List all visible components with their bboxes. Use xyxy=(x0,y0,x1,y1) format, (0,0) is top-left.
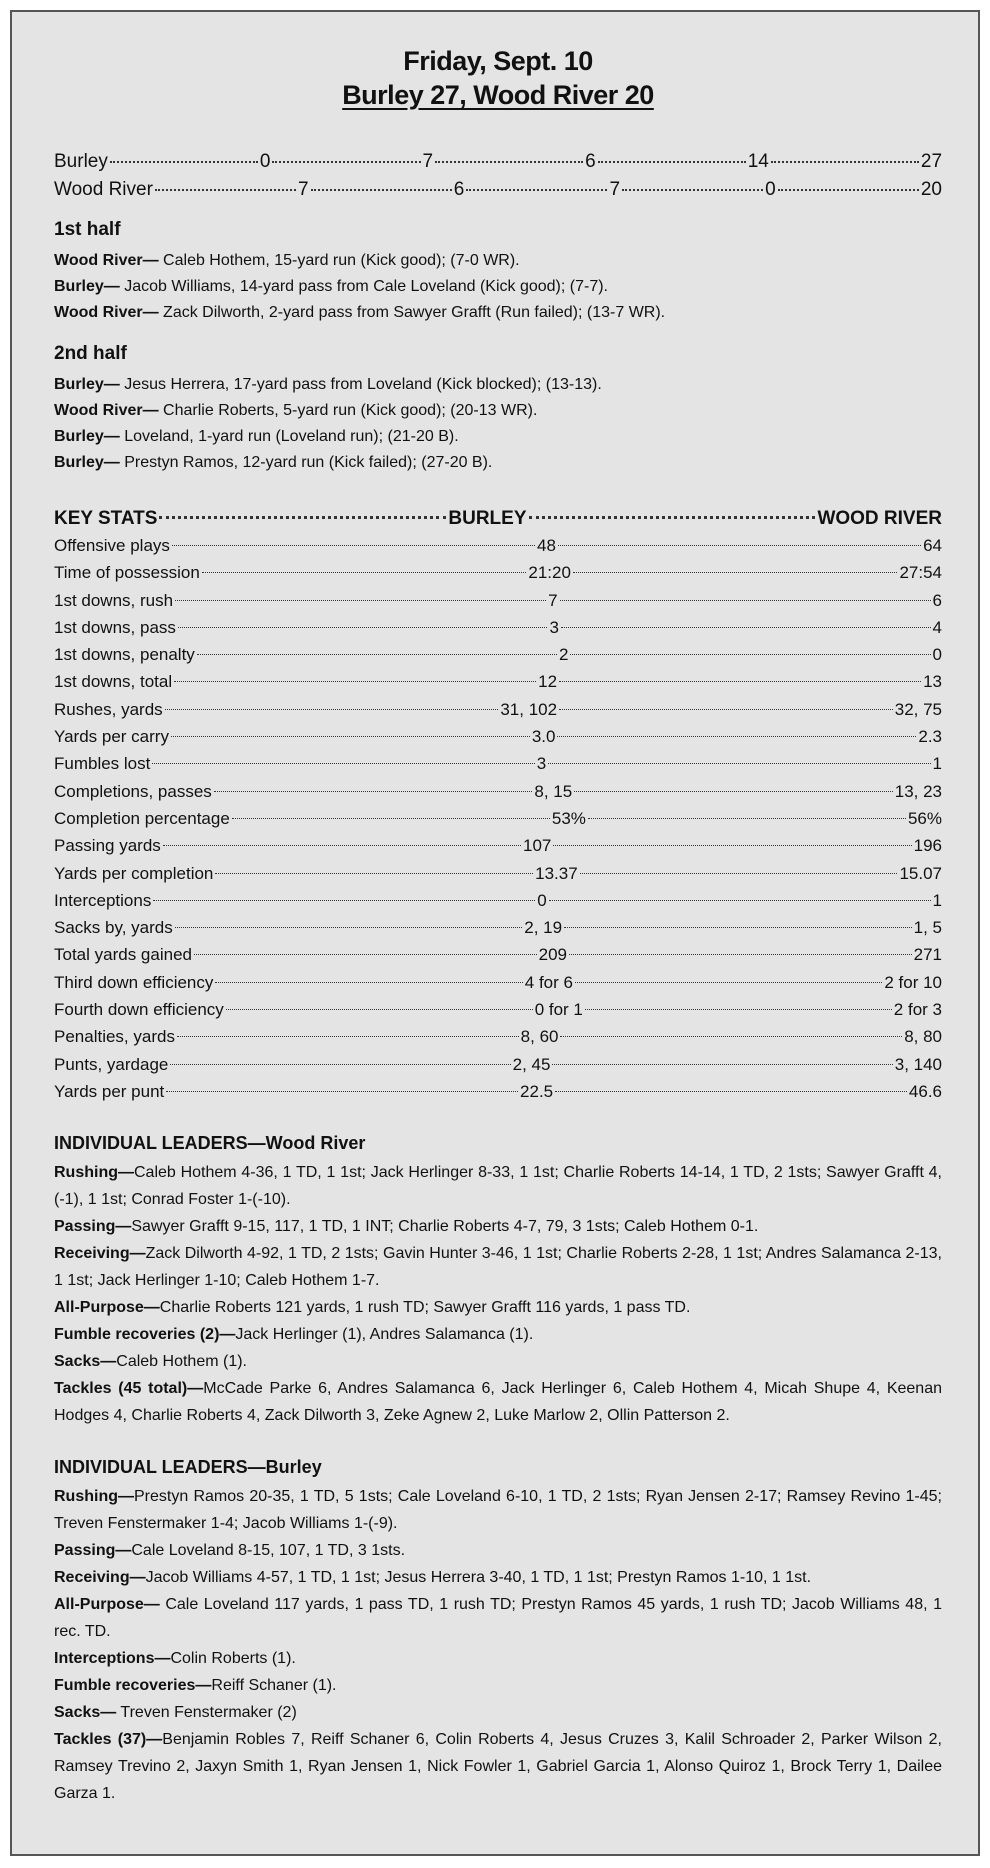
leader-dots xyxy=(177,1019,519,1037)
stat-value-burley: 0 xyxy=(537,890,547,910)
leader-line xyxy=(54,1213,942,1240)
stat-value-wood-river: 2 for 10 xyxy=(884,972,943,992)
leader-dots xyxy=(311,170,452,191)
scoring-play xyxy=(54,300,942,326)
stat-value-burley: 31, 102 xyxy=(500,699,558,719)
scoring-team: Burley— xyxy=(54,278,120,295)
leader-dots xyxy=(153,883,535,901)
leader-dots xyxy=(559,692,893,710)
final-score: 20 xyxy=(920,179,942,200)
leader-dots xyxy=(778,170,919,191)
scoring-play xyxy=(54,424,942,450)
play-description: Jacob Williams, 14-yard pass from Cale Loveland (Kick good); (7-7). xyxy=(119,278,608,295)
final-score: 27 xyxy=(920,151,943,172)
stat-value-wood-river: 2.3 xyxy=(918,727,943,747)
play-description: Loveland, 1-yard run (Loveland run); (21-20 B). xyxy=(119,428,459,445)
team-name: Wood River xyxy=(54,179,153,200)
stat-value-burley: 21:20 xyxy=(528,563,571,583)
leader-category: Rushing— xyxy=(54,1164,134,1182)
quarter-score: 7 xyxy=(422,151,434,172)
leader-dots xyxy=(215,856,533,874)
leader-line xyxy=(54,1348,942,1375)
line-score xyxy=(54,146,942,202)
stat-value-burley: 2, 19 xyxy=(524,918,563,938)
leader-category: Passing— xyxy=(54,1542,132,1560)
stat-label: Yards per carry xyxy=(54,727,169,747)
second-half-scoring xyxy=(54,340,942,476)
stat-value-burley: 107 xyxy=(523,836,552,856)
stat-value-wood-river: 46.6 xyxy=(908,1081,943,1101)
leader-dots xyxy=(214,774,533,792)
stat-label: Passing yards xyxy=(54,836,161,856)
leader-dots xyxy=(585,992,892,1010)
leader-dots xyxy=(570,637,930,655)
leader-category: All-Purpose— xyxy=(54,1299,160,1317)
leader-dots xyxy=(529,497,816,519)
stat-value-wood-river: 4 xyxy=(932,617,942,637)
stat-value-burley: 3 xyxy=(549,617,559,637)
leader-dots xyxy=(215,965,522,983)
leader-dots xyxy=(197,637,557,655)
leader-details: Benjamin Robles 7, Reiff Schaner 6, Colin Roberts 4, Jesus Cruzes 3, Kalil Schroader 2, Parker Wilson 2, Ramsey Trevino 2, Jaxyn Smith 1, Ryan Jensen 1, Nick Fowler 1, Gabriel Garcia 1, Alonso Quiroz 1, Brock Terry 1, Dailee Garza 1. xyxy=(54,1731,942,1803)
stat-label: Sacks by, yards xyxy=(54,918,173,938)
leader-dots xyxy=(771,142,919,163)
column-header-wood-river: WOOD RIVER xyxy=(817,508,942,529)
scoring-team: Wood River— xyxy=(54,402,159,419)
stat-value-burley: 3.0 xyxy=(531,727,556,747)
leader-details: Caleb Hothem (1). xyxy=(116,1353,247,1371)
key-stats-title: KEY STATS xyxy=(54,508,158,529)
leader-dots xyxy=(466,170,607,191)
key-stats-table xyxy=(54,502,942,1105)
leader-line xyxy=(54,1483,942,1537)
stat-label: Completion percentage xyxy=(54,808,230,828)
leaders-title: INDIVIDUAL LEADERS—Wood River xyxy=(54,1133,366,1154)
stat-value-burley: 0 for 1 xyxy=(534,1000,583,1020)
play-description: Charlie Roberts, 5-yard run (Kick good); (20-13 WR). xyxy=(158,402,538,419)
leader-line xyxy=(54,1321,942,1348)
stat-label: Completions, passes xyxy=(54,781,212,801)
leader-dots xyxy=(555,1074,907,1092)
first-half-scoring xyxy=(54,216,942,326)
section-title: 2nd half xyxy=(54,343,127,364)
scoring-team: Burley— xyxy=(54,454,120,471)
stat-label: 1st downs, penalty xyxy=(54,645,195,665)
box-score-panel xyxy=(10,10,980,1856)
leader-category: Passing— xyxy=(54,1218,132,1236)
stat-value-burley: 209 xyxy=(538,945,567,965)
leader-details: Cale Loveland 8-15, 107, 1 TD, 3 1sts. xyxy=(131,1542,406,1560)
leader-dots xyxy=(569,937,912,955)
leader-dots xyxy=(573,555,898,573)
play-description: Caleb Hothem, 15-yard run (Kick good); (7-0 WR). xyxy=(158,252,520,269)
stat-value-wood-river: 1 xyxy=(932,890,942,910)
stat-label: Total yards gained xyxy=(54,945,192,965)
leader-dots xyxy=(170,1047,510,1065)
leader-line xyxy=(54,1375,942,1429)
stat-value-wood-river: 1, 5 xyxy=(913,918,942,938)
stat-value-burley: 8, 60 xyxy=(520,1027,559,1047)
leader-dots xyxy=(163,828,521,846)
leader-details: Treven Fenstermaker (2) xyxy=(116,1704,297,1722)
stat-label: 1st downs, pass xyxy=(54,617,176,637)
leaders-title: INDIVIDUAL LEADERS—Burley xyxy=(54,1457,322,1478)
stat-value-wood-river: 13 xyxy=(923,672,942,692)
stat-value-wood-river: 8, 80 xyxy=(904,1027,943,1047)
leader-details: Charlie Roberts 121 yards, 1 rush TD; Sawyer Grafft 116 yards, 1 pass TD. xyxy=(159,1299,691,1317)
leader-dots xyxy=(553,828,911,846)
quarter-score: 7 xyxy=(298,179,309,200)
stat-value-burley: 22.5 xyxy=(520,1081,554,1101)
game-date: Friday, Sept. 10 xyxy=(403,46,593,76)
stat-value-burley: 2, 45 xyxy=(512,1054,551,1074)
stat-label: Punts, yardage xyxy=(54,1054,169,1074)
leader-category: Fumble recoveries— xyxy=(54,1677,212,1695)
quarter-score: 0 xyxy=(765,179,776,200)
stat-value-burley: 12 xyxy=(538,672,558,692)
stat-value-burley: 4 for 6 xyxy=(524,972,573,992)
leader-dots xyxy=(622,170,763,191)
leader-details: Sawyer Grafft 9-15, 117, 1 TD, 1 INT; Charlie Roberts 4-7, 79, 3 1sts; Caleb Hothem 0-1. xyxy=(131,1218,759,1236)
leader-dots xyxy=(558,528,921,546)
leader-category: Rushing— xyxy=(54,1488,134,1506)
leader-dots xyxy=(549,883,931,901)
leader-dots xyxy=(564,910,912,928)
leader-line xyxy=(54,1645,942,1672)
stat-value-wood-river: 6 xyxy=(932,590,942,610)
stat-value-wood-river: 64 xyxy=(923,536,943,555)
play-description: Jesus Herrera, 17-yard pass from Loveland (Kick blocked); (13-13). xyxy=(119,376,602,393)
scoring-play xyxy=(54,372,942,398)
stat-label: Interceptions xyxy=(54,890,152,910)
key-stats-rows xyxy=(54,532,942,1105)
stat-label: Penalties, yards xyxy=(54,1027,175,1047)
leader-category: Sacks— xyxy=(54,1704,117,1722)
leader-category: All-Purpose— xyxy=(54,1596,160,1614)
leader-dots xyxy=(226,992,533,1010)
leader-details: McCade Parke 6, Andres Salamanca 6, Jack Herlinger 6, Caleb Hothem 4, Micah Shupe 4, Keenan Hodges 4, Charlie Roberts 4, Zack Dilworth 3, Zeke Agnew 2, Luke Marlow 2, Ollin Patterson 2. xyxy=(54,1380,943,1425)
leader-dots xyxy=(152,746,534,764)
leader-dots xyxy=(202,555,527,573)
leader-category: Receiving— xyxy=(54,1245,146,1263)
leader-details: Zack Dilworth 4-92, 1 TD, 2 1sts; Gavin Hunter 3-46, 1 1st; Charlie Roberts 2-28, 1 1st; Andres Salamanca 2-13, 1 1st; Jack Herlinger 1-10; Caleb Hothem 1-7. xyxy=(54,1245,942,1290)
stat-label: Offensive plays xyxy=(54,536,170,555)
leader-line xyxy=(54,1537,942,1564)
play-description: Zack Dilworth, 2-yard pass from Sawyer Grafft (Run failed); (13-7 WR). xyxy=(158,304,666,321)
stat-value-burley: 7 xyxy=(548,590,558,610)
leaders-wood-river xyxy=(54,1129,942,1429)
play-description: Prestyn Ramos, 12-yard run (Kick failed); (27-20 B). xyxy=(119,454,493,471)
leader-line xyxy=(54,1726,942,1807)
leader-line xyxy=(54,1294,942,1321)
scoring-play xyxy=(54,274,942,300)
stat-label: Rushes, yards xyxy=(54,699,163,719)
leader-category: Receiving— xyxy=(54,1569,146,1587)
team-name: Burley xyxy=(54,151,108,172)
leader-dots xyxy=(435,142,583,163)
leader-line xyxy=(54,1159,942,1213)
stat-value-wood-river: 32, 75 xyxy=(894,699,943,719)
stat-value-burley: 53% xyxy=(551,808,586,828)
leader-dots xyxy=(166,1074,518,1092)
stat-value-burley: 13.37 xyxy=(535,863,578,883)
quarter-score: 0 xyxy=(259,151,271,172)
stat-label: Yards per punt xyxy=(54,1081,165,1101)
leader-dots xyxy=(272,142,420,163)
leader-dots xyxy=(165,692,499,710)
leader-dots xyxy=(560,1019,902,1037)
stat-value-wood-river: 2 for 3 xyxy=(893,1000,942,1020)
leader-dots xyxy=(580,856,898,874)
leader-dots xyxy=(552,1047,892,1065)
stat-value-wood-river: 0 xyxy=(932,645,942,665)
leader-dots xyxy=(557,719,916,737)
stat-value-wood-river: 27:54 xyxy=(899,563,943,583)
scoring-play xyxy=(54,248,942,274)
stat-value-wood-river: 15.07 xyxy=(899,863,942,883)
stat-label: 1st downs, rush xyxy=(54,590,174,610)
leader-details: Cale Loveland 117 yards, 1 pass TD, 1 rush TD; Prestyn Ramos 45 yards, 1 rush TD; Jacob Williams 48, 1 rec. TD. xyxy=(54,1596,942,1641)
stat-label: Fourth down efficiency xyxy=(54,1000,224,1020)
leader-details: Jack Herlinger (1), Andres Salamanca (1). xyxy=(235,1326,534,1344)
leader-dots xyxy=(174,664,536,682)
leader-dots xyxy=(560,583,931,601)
leader-dots xyxy=(171,719,530,737)
scoring-play xyxy=(54,398,942,424)
game-header xyxy=(54,44,942,112)
leader-dots xyxy=(159,497,446,519)
stat-label: Third down efficiency xyxy=(54,972,214,992)
quarter-score: 6 xyxy=(453,179,465,200)
leader-details: Jacob Williams 4-57, 1 TD, 1 1st; Jesus Herrera 3-40, 1 TD, 1 1st; Prestyn Ramos 1-10, 1 1st. xyxy=(145,1569,812,1587)
scoring-team: Wood River— xyxy=(54,304,159,321)
scoring-team: Burley— xyxy=(54,428,120,445)
stat-value-burley: 48 xyxy=(537,536,556,555)
leader-details: Colin Roberts (1). xyxy=(170,1650,296,1668)
leader-details: Reiff Schaner (1). xyxy=(211,1677,337,1695)
quarter-score: 6 xyxy=(585,151,596,172)
leader-line xyxy=(54,1564,942,1591)
leader-category: Sacks— xyxy=(54,1353,117,1371)
leader-category: Fumble recoveries (2)— xyxy=(54,1326,236,1344)
leader-line xyxy=(54,1699,942,1726)
section-title: 1st half xyxy=(54,219,121,240)
leader-details: Caleb Hothem 4-36, 1 TD, 1 1st; Jack Herlinger 8-33, 1 1st; Charlie Roberts 14-14, 1 TD, 2 1sts; Sawyer Grafft 4, (-1), 1 1st; Conrad Foster 1-(-10). xyxy=(54,1164,942,1209)
stat-value-burley: 2 xyxy=(558,645,569,665)
leader-dots xyxy=(559,664,921,682)
line-score-row-wood-river xyxy=(54,174,942,202)
stat-value-wood-river: 271 xyxy=(913,945,943,965)
leader-category: Tackles (45 total)— xyxy=(54,1380,204,1398)
stat-label: Yards per completion xyxy=(54,863,214,883)
leader-dots xyxy=(178,610,548,628)
leader-dots xyxy=(175,910,523,928)
quarter-score: 14 xyxy=(747,151,769,172)
leader-line xyxy=(54,1240,942,1294)
leader-dots xyxy=(561,610,931,628)
scoring-team: Burley— xyxy=(54,376,120,393)
leader-category: Tackles (37)— xyxy=(54,1731,163,1749)
stat-value-wood-river: 13, 23 xyxy=(894,781,943,801)
leader-dots xyxy=(194,937,537,955)
stat-value-wood-river: 196 xyxy=(913,836,942,856)
stat-value-burley: 3 xyxy=(536,754,547,774)
stat-value-wood-river: 3, 140 xyxy=(894,1054,942,1074)
leader-dots xyxy=(588,801,906,819)
leader-dots xyxy=(175,583,546,601)
leader-category: Interceptions— xyxy=(54,1650,171,1668)
scoring-team: Wood River— xyxy=(54,252,159,269)
leader-details: Prestyn Ramos 20-35, 1 TD, 5 1sts; Cale Loveland 6-10, 1 TD, 2 1sts; Ryan Jensen 2-17; Ramsey Revino 1-45; Treven Fenstermaker 1-4; Jacob Williams 1-(-9). xyxy=(54,1488,942,1533)
stat-label: Fumbles lost xyxy=(54,754,151,774)
leader-dots xyxy=(232,801,550,819)
scoring-play xyxy=(54,450,942,476)
box-score-content xyxy=(54,44,942,1807)
stat-value-burley: 8, 15 xyxy=(534,781,573,801)
leaders-burley xyxy=(54,1453,942,1807)
leader-dots xyxy=(548,746,930,764)
key-stat-row xyxy=(54,1078,942,1105)
leader-dots xyxy=(172,528,535,546)
stat-label: Time of possession xyxy=(54,563,200,583)
stat-label: 1st downs, total xyxy=(54,672,173,692)
game-score-title: Burley 27, Wood River 20 xyxy=(342,80,654,110)
stat-value-wood-river: 56% xyxy=(907,808,942,828)
leader-dots xyxy=(110,142,258,163)
quarter-score: 7 xyxy=(609,179,621,200)
leader-line xyxy=(54,1591,942,1645)
leader-dots xyxy=(575,965,882,983)
column-header-burley: BURLEY xyxy=(448,508,527,529)
leader-dots xyxy=(155,170,296,191)
stat-value-wood-river: 1 xyxy=(932,754,942,774)
leader-dots xyxy=(598,142,746,163)
leader-line xyxy=(54,1672,942,1699)
leader-dots xyxy=(574,774,893,792)
